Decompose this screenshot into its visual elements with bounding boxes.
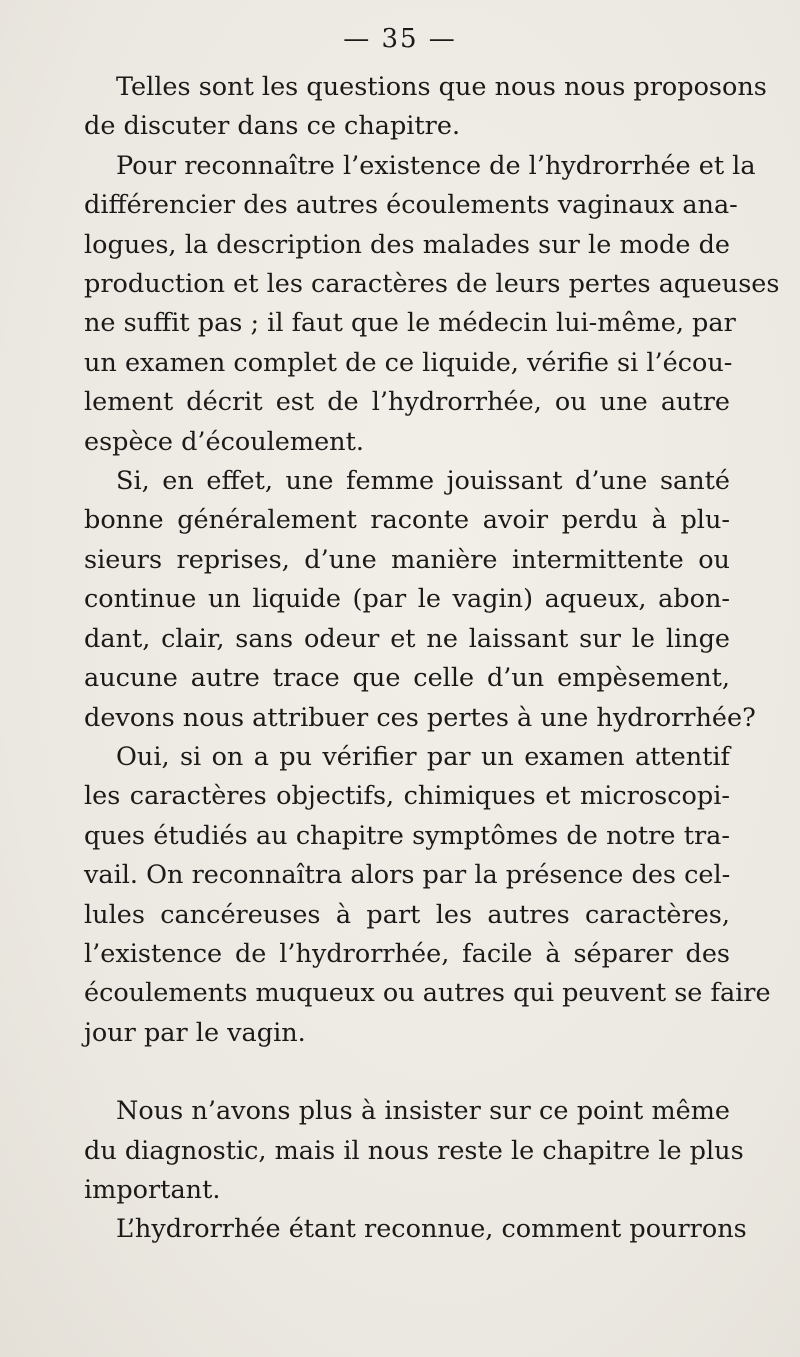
text-line: différencier des autres écoulements vaginaux ana- bbox=[84, 190, 738, 221]
paragraph-3 bbox=[84, 462, 756, 738]
text-line: devons nous attribuer ces pertes à une hydrorrhée? bbox=[84, 702, 756, 733]
paragraph-5 bbox=[84, 1092, 744, 1210]
text-line: jour par le vagin. bbox=[84, 1017, 306, 1048]
text-line: Pour reconnaître l’existence de l’hydrorrhée et la bbox=[116, 150, 756, 181]
text-line: dant, clair, sans odeur et ne laissant sur le linge bbox=[84, 623, 730, 654]
text-line: sieurs reprises, d’une manière intermittente ou bbox=[84, 544, 730, 575]
text-line: logues, la description des malades sur le mode de bbox=[84, 229, 730, 260]
text-line: espèce d’écoulement. bbox=[84, 426, 364, 457]
text-line: important. bbox=[84, 1174, 221, 1205]
paragraph-4 bbox=[84, 738, 771, 1053]
text-line: un examen complet de ce liquide, vérifie si l’écou- bbox=[84, 347, 733, 378]
paragraph-6 bbox=[84, 1210, 747, 1249]
text-line: aucune autre trace que celle d’un empèsement, bbox=[84, 663, 730, 694]
text-line: Oui, si on a pu vérifier par un examen attentif bbox=[116, 741, 730, 772]
text-line: Si, en effet, une femme jouissant d’une santé bbox=[116, 466, 730, 497]
text-line: ques étudiés au chapitre symptômes de notre tra- bbox=[84, 820, 730, 851]
paragraph-1 bbox=[84, 68, 767, 147]
body-text bbox=[84, 68, 780, 1250]
page-number: — 35 — bbox=[343, 24, 457, 54]
paragraph-2 bbox=[84, 147, 780, 462]
text-line: ne suffit pas ; il faut que le médecin lui-même, par bbox=[84, 308, 736, 339]
text-line: du diagnostic, mais il nous reste le chapitre le plus bbox=[84, 1135, 744, 1166]
text-line: l’existence de l’hydrorrhée, facile à séparer des bbox=[84, 938, 730, 969]
text-line: de discuter dans ce chapitre. bbox=[84, 111, 461, 142]
text-line: vail. On reconnaîtra alors par la présence des cel- bbox=[84, 860, 731, 891]
text-line: lement décrit est de l’hydrorrhée, ou une autre bbox=[84, 387, 730, 418]
text-line: les caractères objectifs, chimiques et microscopi- bbox=[84, 781, 730, 812]
text-line: continue un liquide (par le vagin) aqueux, abon- bbox=[84, 584, 730, 615]
text-line: L’hydrorrhée étant reconnue, comment pourrons bbox=[116, 1214, 747, 1245]
paragraph-gap bbox=[84, 1053, 730, 1092]
text-line: bonne généralement raconte avoir perdu à plu- bbox=[84, 505, 730, 536]
text-line: Telles sont les questions que nous nous proposons bbox=[116, 72, 767, 102]
text-line: écoulements muqueux ou autres qui peuvent se faire bbox=[84, 978, 771, 1009]
text-line: production et les caractères de leurs pertes aqueuses bbox=[84, 269, 780, 300]
text-line: Nous n’avons plus à insister sur ce point même bbox=[116, 1096, 730, 1127]
text-line: lules cancéreuses à part les autres caractères, bbox=[84, 899, 730, 930]
